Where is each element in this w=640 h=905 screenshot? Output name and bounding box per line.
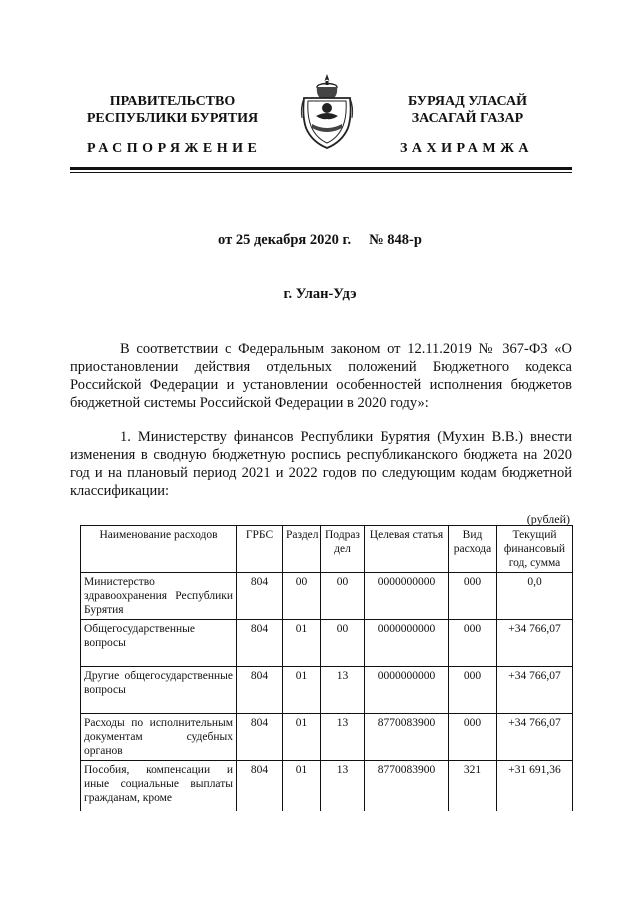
- cell-vid: 000: [449, 667, 497, 714]
- cell-name: Министерство здравоохранения Республики Бурятия: [81, 573, 237, 620]
- table-row: [81, 714, 573, 761]
- government-title-buryat-line2: ЗАСАГАЙ ГАЗАР: [411, 111, 524, 126]
- table-units: (рублей): [526, 512, 570, 526]
- item-1-paragraph: 1. Министерству финансов Республики Бурятия (Мухин В.В.) внести изменения в сводную бюджетную роспись республиканского бюджета на 2020 год и на плановый период 2021 и 2022 годов по следующим кодам бюджетной классификации:: [70, 429, 572, 499]
- table-row: [81, 573, 573, 620]
- cell-grbs: 804: [237, 761, 283, 812]
- document-city: г. Улан-Удэ: [283, 286, 357, 302]
- cell-target: 0000000000: [365, 620, 449, 667]
- cell-sum: +31 691,36: [497, 761, 573, 812]
- col-header-grbs: ГРБС: [237, 526, 283, 573]
- col-header-vid: Вид расхода: [449, 526, 497, 573]
- cell-sum: +34 766,07: [497, 620, 573, 667]
- cell-name: Расходы по исполнительным документам судебных органов: [81, 714, 237, 761]
- table-header-row: [81, 526, 573, 573]
- document-date-line: [0, 232, 640, 249]
- cell-podrazdel: 00: [321, 573, 365, 620]
- table-row: [81, 620, 573, 667]
- document-number: № 848-р: [369, 232, 422, 248]
- cell-name: Общегосударственные вопросы: [81, 620, 237, 667]
- cell-target: 0000000000: [365, 573, 449, 620]
- cell-target: 0000000000: [365, 667, 449, 714]
- cell-podrazdel: 13: [321, 667, 365, 714]
- cell-target: 8770083900: [365, 714, 449, 761]
- table-row: [81, 761, 573, 812]
- cell-name: Другие общегосударственные вопросы: [81, 667, 237, 714]
- cell-vid: 000: [449, 714, 497, 761]
- col-header-name: Наименование расходов: [81, 526, 237, 573]
- government-title-buryat-line1: БУРЯАД УЛАСАЙ: [408, 94, 527, 109]
- cell-grbs: 804: [237, 573, 283, 620]
- government-title-line2: РЕСПУБЛИКИ БУРЯТИЯ: [86, 111, 259, 126]
- cell-target: 8770083900: [365, 761, 449, 812]
- document-type-buryat: ЗАХИРАМЖА: [400, 141, 534, 156]
- cell-name: Пособия, компенсации и иные социальные выплаты гражданам, кроме: [81, 761, 237, 812]
- table-row: [81, 667, 573, 714]
- col-header-target: Целевая статья: [365, 526, 449, 573]
- cell-razdel: 01: [283, 761, 321, 812]
- budget-table: [80, 525, 573, 811]
- col-header-razdel: Раздел: [283, 526, 321, 573]
- cell-sum: 0,0: [497, 573, 573, 620]
- cell-grbs: 804: [237, 667, 283, 714]
- cell-vid: 000: [449, 620, 497, 667]
- document-date: от 25 декабря 2020 г.: [218, 232, 352, 248]
- coat-of-arms-icon: [298, 72, 356, 152]
- cell-sum: +34 766,07: [497, 667, 573, 714]
- col-header-podrazdel: Подраздел: [321, 526, 365, 573]
- header-divider: [70, 167, 572, 170]
- government-title-line1: ПРАВИТЕЛЬСТВО: [109, 94, 236, 109]
- document-type: РАСПОРЯЖЕНИЕ: [87, 141, 262, 156]
- cell-grbs: 804: [237, 714, 283, 761]
- cell-sum: +34 766,07: [497, 714, 573, 761]
- cell-vid: 321: [449, 761, 497, 812]
- government-header: [70, 93, 275, 127]
- cell-podrazdel: 13: [321, 761, 365, 812]
- cell-razdel: 01: [283, 714, 321, 761]
- cell-razdel: 01: [283, 620, 321, 667]
- cell-grbs: 804: [237, 620, 283, 667]
- cell-razdel: 00: [283, 573, 321, 620]
- cell-vid: 000: [449, 573, 497, 620]
- cell-razdel: 01: [283, 667, 321, 714]
- government-header-buryat: [380, 93, 555, 127]
- preamble-paragraph: В соответствии с Федеральным законом от 12.11.2019 № 367-ФЗ «О приостановлении действия отдельных положений Бюджетного кодекса Российской Федерации и установлении особенностей исполнения бюджетов бюджетной системы Российской Федерации в 2020 году»:: [70, 341, 572, 411]
- col-header-sum: Текущий финансовый год, сумма: [497, 526, 573, 573]
- header-divider-thin: [70, 172, 572, 173]
- cell-podrazdel: 13: [321, 714, 365, 761]
- cell-podrazdel: 00: [321, 620, 365, 667]
